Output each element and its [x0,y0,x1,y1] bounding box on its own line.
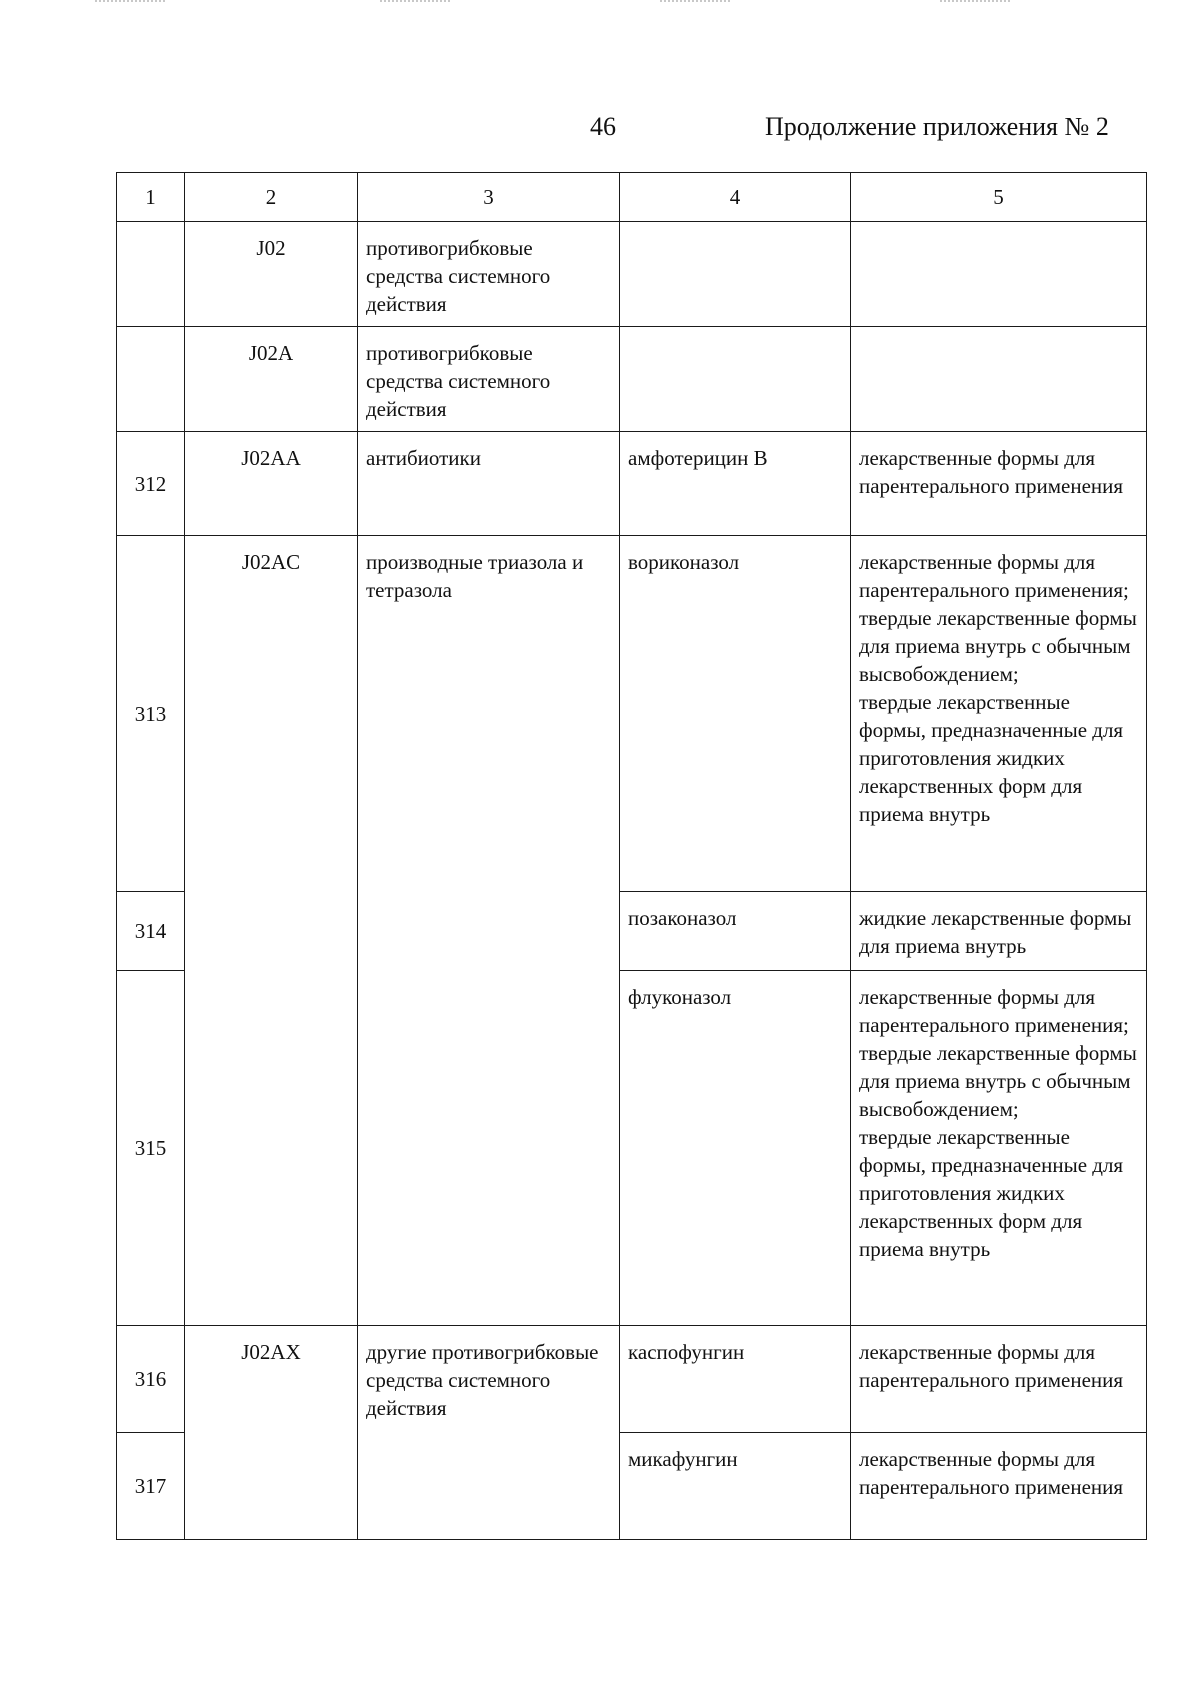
column-header: 3 [358,173,620,222]
column-header: 4 [620,173,851,222]
scan-artifact [380,0,450,10]
drug-name [620,327,851,432]
atc-code: J02AA [185,432,358,536]
drug-name: флуконазол [620,971,851,1326]
table-row [117,222,1147,327]
row-number [117,327,185,432]
anatomical-therapeutic-group: производные триазола и тетразола [358,536,620,1326]
drug-table [116,172,1147,1540]
drug-name [620,222,851,327]
row-number: 317 [117,1433,185,1540]
continuation-label: Продолжение приложения № 2 [765,112,1109,141]
dosage-forms: лекарственные формы для парентерального применения; твердые лекарственные формы для приема внутрь с обычным высвобождением; твердые лекарственные формы, предназначенные для приготовления жидких лекарственных форм для приема внутрь [851,536,1147,892]
row-number: 313 [117,536,185,892]
table-row [117,1326,1147,1433]
atc-code: J02AC [185,536,358,1326]
dosage-forms [851,222,1147,327]
page-number: 46 [590,112,616,141]
drug-name: микафунгин [620,1433,851,1540]
dosage-forms: лекарственные формы для парентерального применения; твердые лекарственные формы для приема внутрь с обычным высвобождением; твердые лекарственные формы, предназначенные для приготовления жидких лекарственных форм для приема внутрь [851,971,1147,1326]
atc-code: J02A [185,327,358,432]
row-number: 312 [117,432,185,536]
row-number: 314 [117,892,185,971]
table-header-row [117,173,1147,222]
column-header: 1 [117,173,185,222]
table-row [117,536,1147,892]
anatomical-therapeutic-group: антибиотики [358,432,620,536]
table-row [117,327,1147,432]
atc-code: J02AX [185,1326,358,1540]
column-header: 2 [185,173,358,222]
table-row [117,432,1147,536]
row-number [117,222,185,327]
drug-name: амфотерицин B [620,432,851,536]
anatomical-therapeutic-group: противогрибковые средства системного действия [358,327,620,432]
anatomical-therapeutic-group: противогрибковые средства системного действия [358,222,620,327]
row-number: 315 [117,971,185,1326]
drug-name: вориконазол [620,536,851,892]
scan-artifact [95,0,165,10]
atc-code: J02 [185,222,358,327]
dosage-forms: лекарственные формы для парентерального применения [851,1433,1147,1540]
dosage-forms: лекарственные формы для парентерального применения [851,432,1147,536]
column-header: 5 [851,173,1147,222]
drug-name: каспофунгин [620,1326,851,1433]
row-number: 316 [117,1326,185,1433]
drug-name: позаконазол [620,892,851,971]
scan-artifact [660,0,730,10]
anatomical-therapeutic-group: другие противогрибковые средства системного действия [358,1326,620,1540]
dosage-forms [851,327,1147,432]
dosage-forms: лекарственные формы для парентерального применения [851,1326,1147,1433]
dosage-forms: жидкие лекарственные формы для приема внутрь [851,892,1147,971]
scan-artifact [940,0,1010,10]
